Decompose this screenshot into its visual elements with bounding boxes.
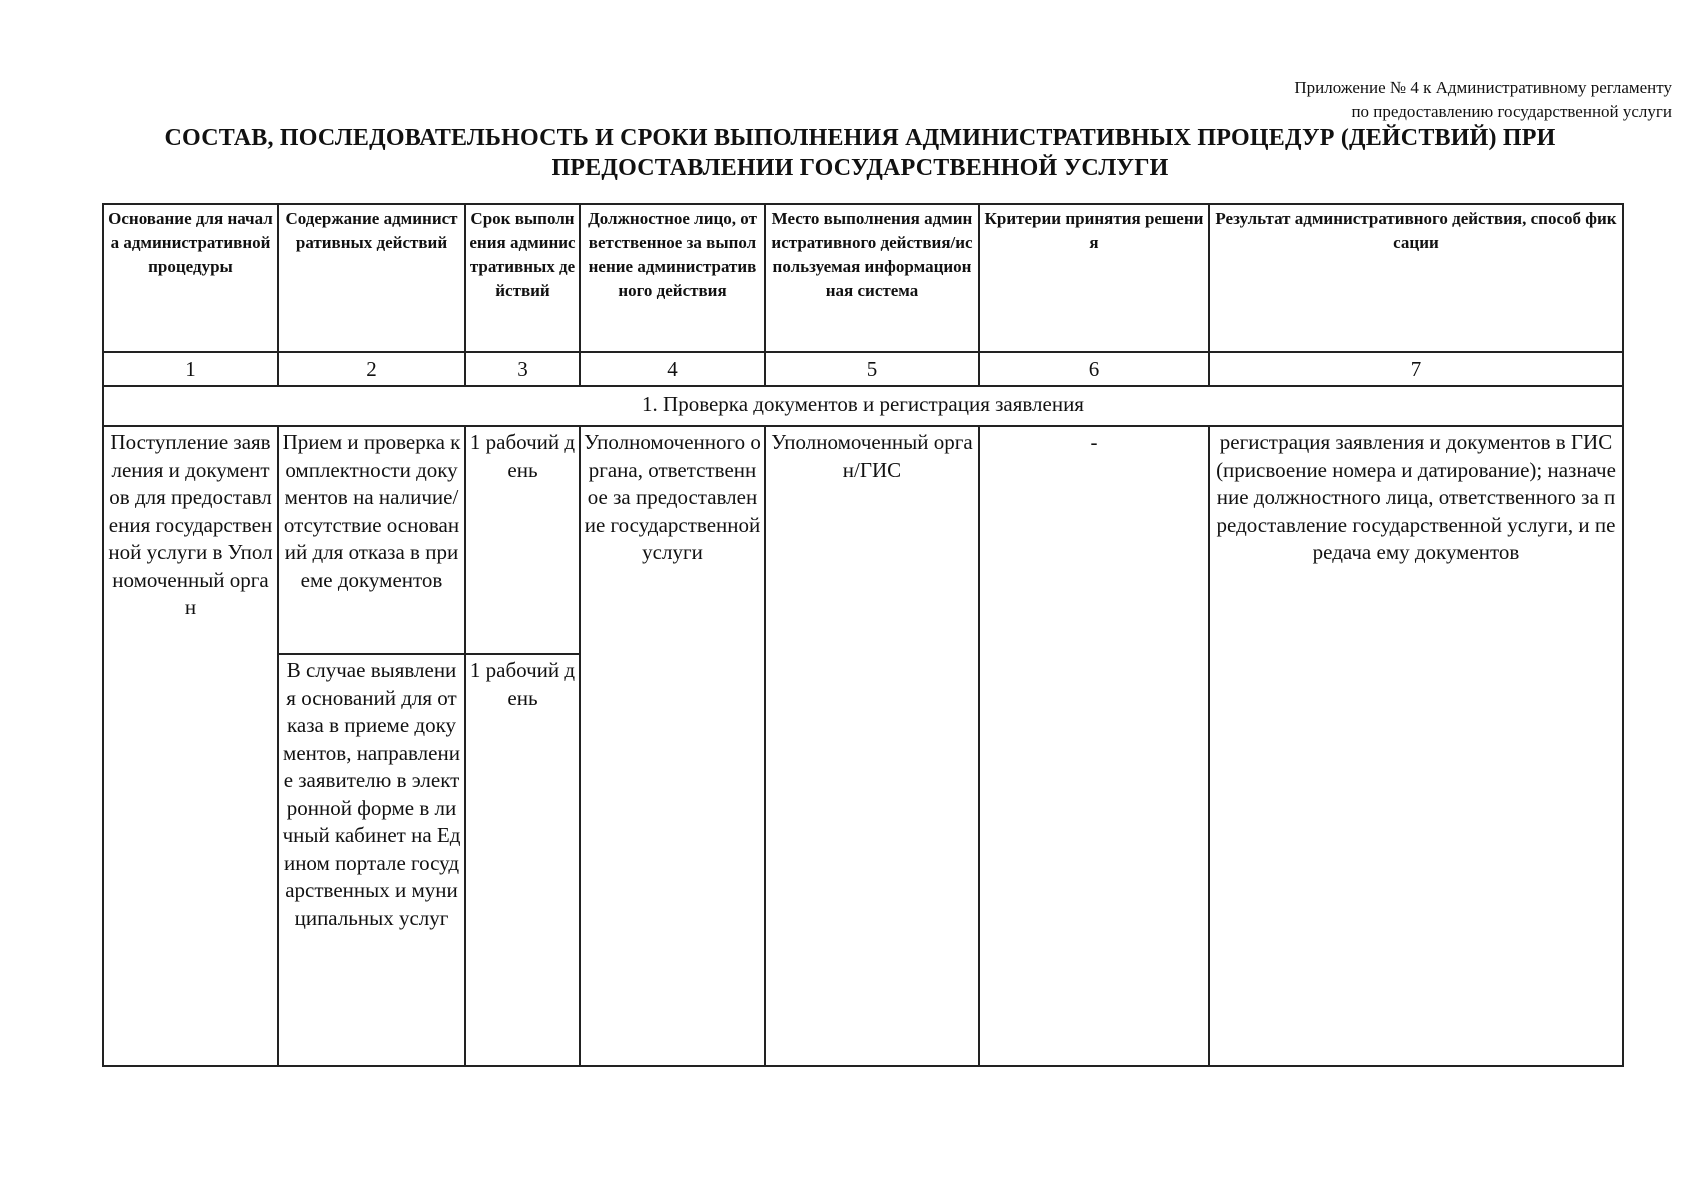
- appendix-note: [1294, 76, 1672, 124]
- section-title: 1. Проверка документов и регистрация заявления: [103, 386, 1623, 426]
- official-cell: Уполномоченного органа, ответственное за предоставление государственной услуги: [580, 426, 765, 1066]
- column-number: 5: [765, 352, 979, 386]
- column-number-row: [103, 352, 1623, 386]
- title-line-2: ПРЕДОСТАВЛЕНИИ ГОСУДАРСТВЕННОЙ УСЛУГИ: [551, 155, 1169, 181]
- term-2-cell: 1 рабочий день: [465, 654, 580, 1066]
- column-header-criteria: Критерии принятия решения: [979, 204, 1209, 352]
- term-1-cell: [465, 426, 580, 654]
- basis-cell: Поступление заявления и документов для предоставления государственной услуги в Уполномоченный орган: [103, 426, 278, 1066]
- result-cell: регистрация заявления и документов в ГИС (присвоение номера и датирование); назначение должностного лица, ответственного за предоставление государственной услуги, и передача ему документов: [1209, 426, 1623, 1066]
- appendix-line-1: Приложение № 4 к Административному регламенту: [1294, 78, 1672, 97]
- appendix-line-2: по предоставлению государственной услуги: [1351, 102, 1672, 121]
- column-number: 4: [580, 352, 765, 386]
- procedures-table: [102, 203, 1624, 1067]
- header-row: [103, 204, 1623, 352]
- column-number: 1: [103, 352, 278, 386]
- column-header-basis: Основание для начала административной процедуры: [103, 204, 278, 352]
- column-number: 6: [979, 352, 1209, 386]
- column-header-place: Место выполнения административного действия/используемая информационная система: [765, 204, 979, 352]
- column-header-actions: Содержание административных действий: [278, 204, 465, 352]
- action-2-cell: В случае выявления оснований для отказа в приеме документов, направление заявителю в электронной форме в личный кабинет на Едином портале государственных и муниципальных услуг: [278, 654, 465, 1066]
- column-header-term: Срок выполнения административных действий: [465, 204, 580, 352]
- column-number: 3: [465, 352, 580, 386]
- section-row: [103, 386, 1623, 426]
- column-header-result: Результат административного действия, способ фиксации: [1209, 204, 1623, 352]
- table-row: [103, 426, 1623, 654]
- term-1-text: 1 рабочий день: [469, 430, 576, 482]
- action-1-cell: Прием и проверка комплектности документов на наличие/отсутствие оснований для отказа в приеме документов: [278, 426, 465, 654]
- document-title: [100, 123, 1620, 183]
- column-header-official: Должностное лицо, ответственное за выполнение административного действия: [580, 204, 765, 352]
- column-number: 7: [1209, 352, 1623, 386]
- column-number: 2: [278, 352, 465, 386]
- criteria-cell: -: [979, 426, 1209, 1066]
- title-line-1: СОСТАВ, ПОСЛЕДОВАТЕЛЬНОСТЬ И СРОКИ ВЫПОЛНЕНИЯ АДМИНИСТРАТИВНЫХ ПРОЦЕДУР (ДЕЙСТВИЙ) ПРИ: [164, 125, 1556, 151]
- place-cell: Уполномоченный орган/ГИС: [765, 426, 979, 1066]
